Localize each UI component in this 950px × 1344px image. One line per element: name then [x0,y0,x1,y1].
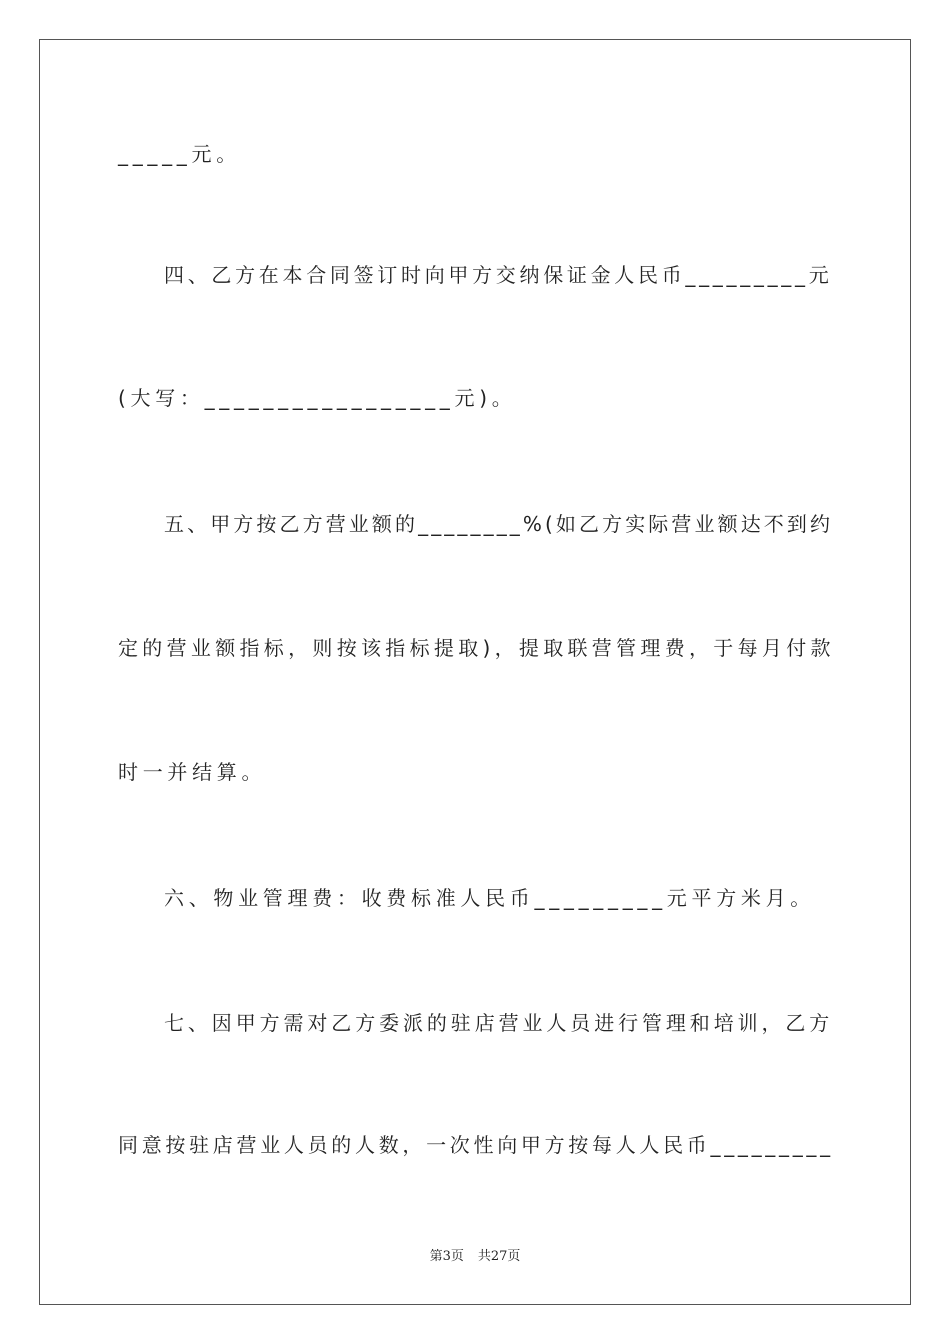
page-border [39,39,911,1305]
text-line-8: 七、因甲方需对乙方委派的驻店营业人员进行管理和培训，乙方 [164,1011,834,1035]
page-total: 共27页 [477,1249,521,1264]
page-footer [0,1248,950,1266]
text-line-7: 六、物业管理费：收费标准人民币_________元平方米月。 [164,886,815,910]
text-line-5: 定的营业额指标，则按该指标提取)，提取联营管理费，于每月付款 [118,636,835,660]
text-line-9: 同意按驻店营业人员的人数，一次性向甲方按每人人民币_________ [118,1133,834,1157]
text-line-1: _____元。 [118,142,241,166]
text-line-3: (大写：_________________元)。 [118,386,517,410]
page-number: 第3页 [429,1249,464,1264]
text-line-4: 五、甲方按乙方营业额的________%(如乙方实际营业额达不到约 [164,512,834,536]
text-line-2: 四、乙方在本合同签订时向甲方交纳保证金人民币_________元 [164,263,833,287]
text-line-6: 时一并结算。 [118,760,267,784]
